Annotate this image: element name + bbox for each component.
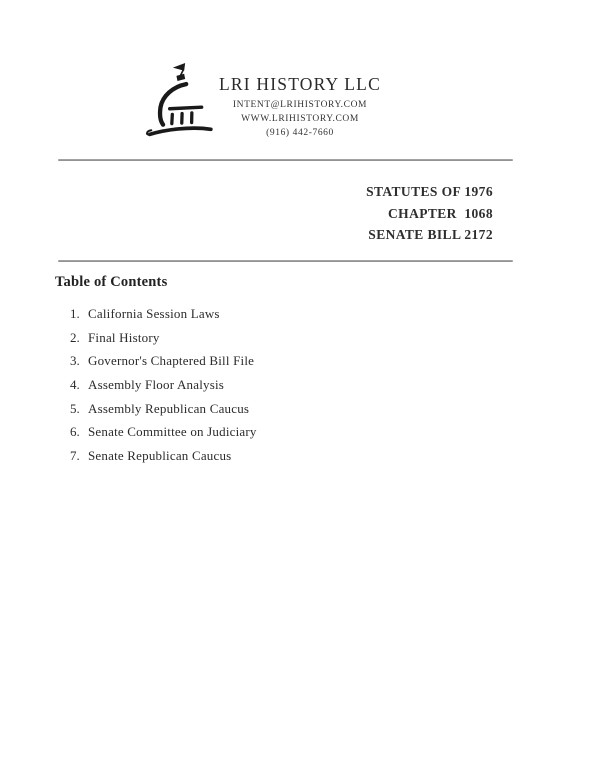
toc-item	[70, 378, 257, 391]
toc-item	[70, 425, 257, 438]
toc-item	[70, 449, 257, 462]
toc-item-label: Assembly Floor Analysis	[88, 377, 225, 393]
toc-item-number: 5.	[70, 400, 80, 416]
divider-top	[58, 159, 513, 161]
toc-item-number: 2.	[70, 329, 80, 345]
toc-item-number: 4.	[70, 377, 80, 393]
contact-website: WWW.LRIHISTORY.COM	[241, 114, 359, 124]
toc-item-number: 7.	[70, 448, 80, 464]
toc-item-label: Senate Republican Caucus	[88, 448, 232, 464]
toc-item	[70, 402, 257, 415]
toc-list	[70, 307, 257, 473]
toc-item	[70, 331, 257, 344]
contact-phone: (916) 442-7660	[266, 128, 334, 138]
toc-title: Table of Contents	[55, 274, 168, 290]
toc-item-label: Final History	[88, 329, 160, 345]
toc-item-label: Assembly Republican Caucus	[88, 400, 250, 416]
chapter-line: CHAPTER 1068	[388, 205, 493, 221]
divider-bottom	[58, 260, 513, 262]
toc-item-label: California Session Laws	[88, 306, 220, 321]
letterhead	[0, 74, 600, 140]
bill-line: SENATE BILL 2172	[368, 227, 493, 242]
toc-item-number: 6.	[70, 424, 80, 440]
contact-email: INTENT@LRIHISTORY.COM	[232, 100, 368, 110]
toc-item	[70, 307, 257, 320]
toc-item	[70, 354, 257, 367]
toc-item-number: 1.	[70, 306, 80, 321]
statutes-line: STATUTES OF 1976	[366, 184, 493, 199]
case-info-block	[366, 181, 493, 246]
toc-item-label: Senate Committee on Judiciary	[88, 424, 257, 440]
company-name: LRI HISTORY LLC	[219, 74, 381, 94]
toc-item-label: Governor's Chaptered Bill File	[88, 353, 255, 369]
toc-item-number: 3.	[70, 353, 80, 369]
